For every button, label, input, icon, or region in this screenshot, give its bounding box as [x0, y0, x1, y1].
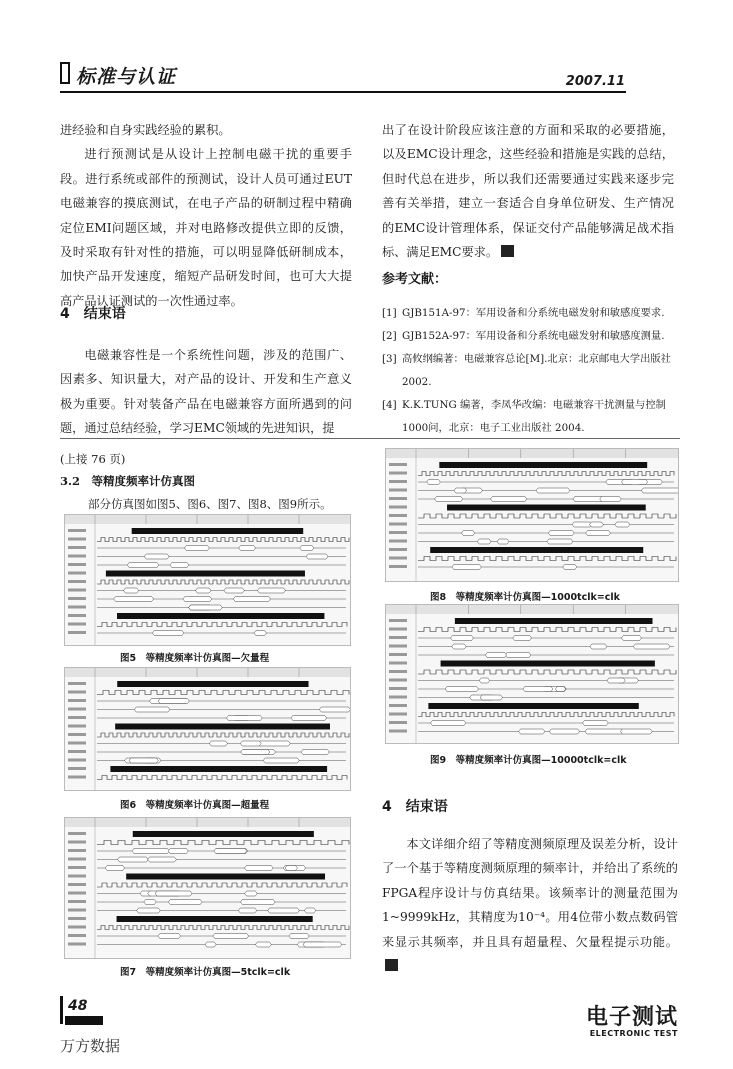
- watermark: 万方数据: [60, 1037, 121, 1055]
- subsection-heading: 3.2 等精度频率计仿真图: [60, 474, 196, 488]
- waveform-row: [68, 605, 346, 610]
- waveform-row: [68, 891, 346, 896]
- paragraph: 本文详细介绍了等精度测频原理及误差分析，设计了一个基于等精度测频原理的频率计，并给出了系统的FPGA程序设计与仿真结果。该频率计的测量范围为1~9999kHz，其精度为10⁻⁴。用4位带小数点数码管来显示其频率，并且具有超量程、欠量程提示功能。: [382, 832, 678, 978]
- figure-8-waveform: [385, 448, 679, 582]
- waveform-row: [389, 539, 674, 544]
- section-heading: 4 结束语: [382, 799, 448, 815]
- references-title: 参考文献：: [382, 272, 448, 287]
- paragraph: 出了在设计阶段应该注意的方面和采取的必要措施，以及EMC设计理念，这些经验和措施是实践的总结，但时代总在进步，所以我们还需要通过实践来逐步完善有关举措，建立一套适合自身单位研发、生产情况的EMC设计管理体系，保证交付产品能够满足战术指标、满足EMC要求。: [382, 123, 674, 260]
- waveform-row: [389, 678, 674, 683]
- waveform-time-ruler: [65, 668, 350, 677]
- waveform-row: [68, 766, 327, 772]
- waveform-row: [389, 547, 643, 553]
- reference-item: [3] 高攸纲编著：电磁兼容总论[M].北京：北京邮电大学出版社 2002.: [382, 353, 671, 388]
- waveform-row: [68, 776, 347, 780]
- waveform-row: [389, 472, 674, 476]
- waveform-row: [68, 691, 349, 695]
- figure-8-caption: 图8 等精度频率计仿真图—1000tclk=clk: [430, 592, 620, 603]
- waveform-row: [68, 623, 347, 627]
- waveform-row: [68, 857, 346, 862]
- right-top-column: [382, 118, 674, 264]
- waveform-row: [389, 661, 655, 667]
- waveform-row: [68, 849, 346, 854]
- waveform-row: [389, 644, 674, 649]
- waveform-row: [68, 681, 309, 687]
- waveform-row: [389, 557, 676, 561]
- waveform-row: [68, 631, 346, 636]
- waveform-row: [389, 636, 674, 641]
- waveform-row: [68, 916, 313, 922]
- section-divider: [60, 438, 680, 439]
- waveform-row: [68, 597, 346, 602]
- waveform-row: [68, 563, 346, 568]
- figure-5-caption: 图5 等精度频率计仿真图—欠量程: [120, 653, 270, 664]
- waveform-row: [389, 687, 674, 692]
- waveform-row: [389, 628, 676, 632]
- end-mark-icon: [501, 245, 514, 257]
- waveform-row: [68, 724, 330, 730]
- waveform-row: [68, 926, 349, 930]
- waveform-row: [389, 670, 676, 674]
- figure-7-caption: 图7 等精度频率计仿真图—5tclk=clk: [120, 967, 291, 978]
- waveform-time-ruler: [386, 449, 678, 458]
- waveform-row: [68, 942, 346, 947]
- waveform-row: [68, 831, 314, 837]
- reference-item: [1] GJB151A-97：军用设备和分系统电磁发射和敏感度要求.: [382, 307, 665, 319]
- figure-5-waveform: [64, 514, 351, 646]
- waveform-row: [68, 528, 303, 534]
- figure-6-caption: 图6 等精度频率计仿真图—超量程: [120, 800, 270, 811]
- logo-cn: 电子测试: [585, 1005, 678, 1030]
- section-title: 标准与认证: [76, 66, 177, 88]
- waveform-row: [68, 841, 349, 845]
- waveform-row: [68, 900, 346, 905]
- waveform-row: [68, 741, 346, 746]
- waveform-row: [68, 883, 347, 887]
- footer-bar: [60, 996, 63, 1024]
- waveform-row: [68, 588, 346, 593]
- waveform-row: [68, 758, 346, 763]
- reference-item: [2] GJB152A-97：军用设备和分系统电磁发射和敏感度测量.: [382, 330, 665, 342]
- continued-note: (上接 76 页): [60, 452, 126, 466]
- waveform-row: [389, 480, 674, 485]
- page-number: 48: [68, 998, 88, 1014]
- waveform-row: [389, 713, 674, 717]
- figure-9-caption: 图9 等精度频率计仿真图—10000tclk=clk: [430, 755, 627, 766]
- waveform-row: [389, 497, 674, 502]
- waveform-row: [389, 618, 653, 624]
- waveform-row: [389, 565, 674, 570]
- waveform-row: [389, 729, 674, 734]
- waveform-row: [68, 554, 346, 559]
- waveform-row: [68, 874, 325, 880]
- header-rule: [60, 91, 626, 93]
- waveform-row: [389, 522, 674, 527]
- figure-6-waveform: [64, 667, 351, 791]
- waveform-time-ruler: [65, 818, 350, 827]
- waveform-row: [389, 703, 639, 709]
- waveform-row: [389, 505, 646, 511]
- figure-9-waveform: [385, 604, 679, 744]
- waveform-row: [68, 613, 324, 619]
- waveform-time-ruler: [65, 515, 350, 524]
- conclusion-column: [382, 832, 678, 978]
- waveform-row: [68, 934, 346, 939]
- references-list: [382, 302, 676, 440]
- paragraph: 电磁兼容性是一个系统性问题，涉及的范围广、因素多、知识量大，对产品的设计、开发和生产意义极为重要。针对装备产品在电磁兼容方面所遇到的问题，通过总结经验，学习EMC领域的先进知识，提: [60, 348, 352, 436]
- waveform-row: [389, 514, 676, 518]
- waveform-row: [68, 908, 346, 913]
- waveform-row: [389, 531, 674, 536]
- waveform-row: [68, 707, 351, 712]
- logo-en: ELECTRONIC TEST: [589, 1029, 678, 1038]
- waveform-row: [389, 721, 674, 726]
- figure-7-waveform: [64, 817, 351, 959]
- waveform-row: [68, 546, 346, 551]
- end-mark-icon: [385, 959, 398, 971]
- waveform-row: [68, 580, 349, 584]
- paragraph: 进行预测试是从设计上控制电磁干扰的重要手段。进行系统或部件的预测试，设计人员可通过EUT电磁兼容的摸底测试，在电子产品的研制过程中精确定位EMI问题区域，并对电路修改提供立即的反馈，及时采取有针对性的措施，可以明显降低研制成本，加快产品开发速度，缩短产品研发时间，也可大大提高产品认证测试的一次性通过率。: [60, 147, 352, 308]
- issue-date: 2007.11: [565, 74, 625, 89]
- reference-item: [4] K.K.TUNG 编著，李凤华改编：电磁兼容干扰测量与控制1000问，北京：电子工业出版社 2004.: [382, 399, 666, 434]
- left-top-column: [60, 118, 352, 313]
- waveform-row: [389, 488, 679, 493]
- left-top-column-2: [60, 343, 352, 441]
- waveform-row: [389, 653, 674, 658]
- waveform-row: [389, 695, 674, 700]
- waveform-row: [68, 750, 346, 755]
- intro-line: 部分仿真图如图5、图6、图7、图8、图9所示。: [88, 497, 332, 511]
- section-heading: 4 结束语: [60, 306, 126, 322]
- waveform-row: [68, 866, 346, 871]
- waveform-row: [68, 699, 346, 704]
- waveform-row: [389, 462, 647, 468]
- journal-logo: [586, 1000, 678, 1038]
- waveform-time-ruler: [386, 605, 678, 614]
- waveform-row: [68, 538, 349, 542]
- paragraph: 进经验和自身实践经验的累积。: [60, 123, 231, 137]
- header-mark: [60, 62, 70, 84]
- footer-tag: [65, 1016, 103, 1025]
- waveform-row: [68, 716, 346, 721]
- waveform-row: [68, 571, 305, 577]
- waveform-row: [68, 733, 349, 737]
